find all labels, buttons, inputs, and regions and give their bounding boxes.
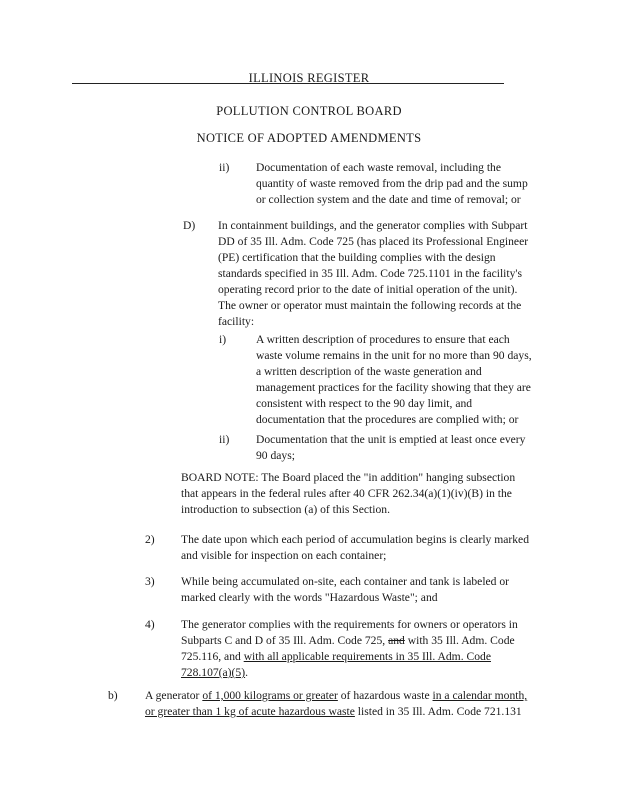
item-3-text: While being accumulated on-site, each container and tank is labeled or marked clearly with the words "Hazardous Waste"; and xyxy=(181,575,510,604)
item-marker-3: 3) xyxy=(145,575,155,588)
item-ii-b-text: Documentation that the unit is emptied at least once every 90 days; xyxy=(256,433,526,462)
item-marker-D: D) xyxy=(183,219,196,232)
item-i-b-text: A written description of procedures to ensure that each waste volume remains in the unit for no more than 90 days, a written description of the waste generation and management practices for the facility showing that they are consistent with respect to the 90 day limit, and documentation that the procedures are complied with; or xyxy=(256,333,532,426)
item-marker-2: 2) xyxy=(145,533,155,546)
inserted-text: or greater than 1 kg of acute hazardous waste xyxy=(145,705,355,718)
struck-text: and xyxy=(388,634,405,647)
item-marker-ii-a: ii) xyxy=(219,161,230,174)
inserted-text: 728.107(a)(5) xyxy=(181,666,246,679)
item-ii-a-text: Documentation of each waste removal, including the quantity of waste removed from the drip pad and the sump or collection system and the date and time of removal; or xyxy=(256,161,528,206)
item-2-text: The date upon which each period of accumulation begins is clearly marked and visible for inspection on each container; xyxy=(181,533,530,562)
item-b-text: A generator of 1,000 kilograms or greater of hazardous waste in a calendar month, or greater than 1 kg of acute hazardous waste listed in 35 Ill. Adm. Code 721.131 xyxy=(145,689,528,718)
register-title: ILLINOIS REGISTER xyxy=(248,71,370,85)
inserted-text: of 1,000 kilograms or greater xyxy=(202,689,338,702)
board-note: BOARD NOTE: The Board placed the "in addition" hanging subsection that appears in the federal rules after 40 CFR 262.34(a)(1)(iv)(B) in the introduction to subsection (a) of this Section. xyxy=(181,471,516,516)
item-marker-ii-b: ii) xyxy=(219,433,230,446)
inserted-text: with all applicable requirements in 35 Ill. Adm. Code xyxy=(243,650,491,663)
agency-title: POLLUTION CONTROL BOARD xyxy=(216,104,402,118)
notice-title: NOTICE OF ADOPTED AMENDMENTS xyxy=(196,131,422,145)
item-marker-4: 4) xyxy=(145,618,155,631)
item-marker-b: b) xyxy=(108,689,118,702)
header-rule xyxy=(72,83,504,84)
inserted-text: in a calendar month, xyxy=(432,689,528,702)
item-D-text: In containment buildings, and the generator complies with Subpart DD of 35 Ill. Adm. Code 725 (has placed its Professional Engineer (PE) certification that the building complies with the design standards specified in 35 Ill. Adm. Code 725.1101 in the facility's operating record prior to the date of initial operation of the unit). The owner or operator must maintain the following records at the facility: xyxy=(218,219,529,328)
item-marker-i-b: i) xyxy=(219,333,227,346)
item-4-text: The generator complies with the requirements for owners or operators in Subparts C and D of 35 Ill. Adm. Code 725, and with 35 Ill. Adm. Code 725.116, and with all applicable requirements in 35 Ill. Adm. Code 728.107(a)(5). xyxy=(181,618,518,679)
